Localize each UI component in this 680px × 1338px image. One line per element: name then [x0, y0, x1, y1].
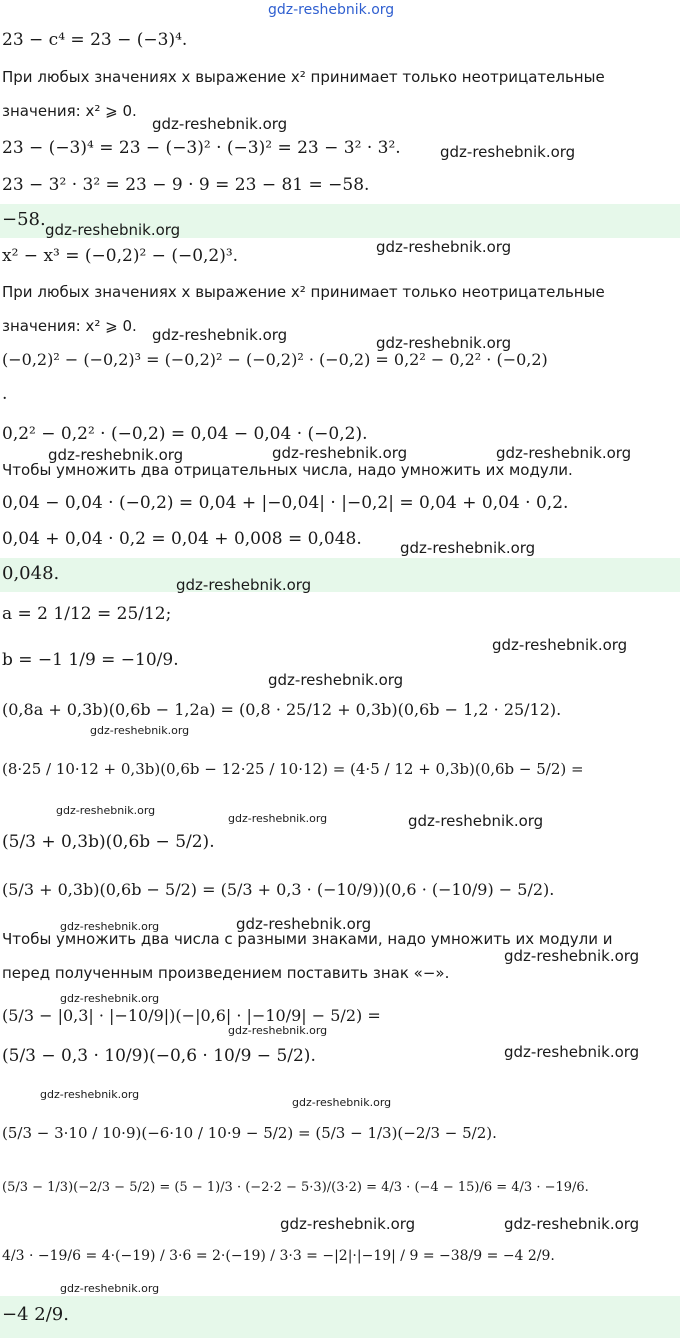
math-line-19: 4/3 · −19/6 = 4·(−19) / 3·6 = 2·(−19) / 3·3 = −|2|·|−19| / 9 = −38/9 = −4 2/9. — [2, 1248, 555, 1264]
text-line-4: значения: x² ⩾ 0. — [2, 317, 137, 335]
math-line-13: (5/3 + 0,3b)(0,6b − 5/2). — [2, 832, 215, 852]
watermark: gdz-reshebnik.org — [280, 1215, 416, 1233]
watermark: gdz-reshebnik.org — [176, 576, 312, 594]
text-line-2: значения: x² ⩾ 0. — [2, 102, 137, 120]
answer-box-3 — [0, 1296, 680, 1338]
answer-2: 0,048. — [2, 563, 60, 584]
math-line-16: (5/3 − 0,3 · 10/9)(−0,6 · 10/9 − 5/2). — [2, 1046, 316, 1066]
watermark: gdz-reshebnik.org — [504, 947, 640, 965]
math-line-2: 23 − (−3)⁴ = 23 − (−3)² · (−3)² = 23 − 3² · 3². — [2, 138, 401, 158]
math-line-5: (−0,2)² − (−0,2)³ = (−0,2)² − (−0,2)² · (−0,2) = 0,2² − 0,2² · (−0,2) — [2, 350, 548, 369]
watermark: gdz-reshebnik.org — [400, 539, 536, 557]
math-line-7: 0,04 − 0,04 · (−0,2) = 0,04 + |−0,04| · |−0,2| = 0,04 + 0,04 · 0,2. — [2, 493, 569, 513]
math-line-17: (5/3 − 3·10 / 10·9)(−6·10 / 10·9 − 5/2) = (5/3 − 1/3)(−2/3 − 5/2). — [2, 1124, 497, 1142]
watermark: gdz-reshebnik.org — [440, 143, 576, 161]
watermark-small: gdz-reshebnik.org — [40, 1088, 140, 1101]
text-line-5: Чтобы умножить два отрицательных числа, надо умножить их модули. — [2, 461, 573, 479]
math-line-10: b = −1 1/9 = −10/9. — [2, 650, 179, 670]
watermark: gdz-reshebnik.org — [496, 444, 632, 462]
math-line-1: 23 − c⁴ = 23 − (−3)⁴. — [2, 30, 188, 50]
math-line-5-end: . — [2, 384, 8, 404]
watermark: gdz-reshebnik.org — [376, 334, 512, 352]
watermark-small: gdz-reshebnik.org — [60, 1282, 160, 1295]
math-line-4: x² − x³ = (−0,2)² − (−0,2)³. — [2, 246, 239, 266]
answer-3: −4 2/9. — [2, 1304, 69, 1325]
watermark: gdz-reshebnik.org — [268, 671, 404, 689]
watermark: gdz-reshebnik.org — [504, 1043, 640, 1061]
text-line-7: перед полученным произведением поставить знак «−». — [2, 964, 450, 982]
watermark: gdz-reshebnik.org — [152, 326, 288, 344]
math-line-14: (5/3 + 0,3b)(0,6b − 5/2) = (5/3 + 0,3 · (−10/9))(0,6 · (−10/9) − 5/2). — [2, 880, 555, 899]
watermark-small: gdz-reshebnik.org — [56, 804, 156, 817]
watermark: gdz-reshebnik.org — [408, 812, 544, 830]
watermark: gdz-reshebnik.org — [48, 446, 184, 464]
watermark-small: gdz-reshebnik.org — [90, 724, 190, 737]
watermark-small: gdz-reshebnik.org — [60, 992, 160, 1005]
watermark: gdz-reshebnik.org — [504, 1215, 640, 1233]
watermark: gdz-reshebnik.org — [492, 636, 628, 654]
answer-box-2 — [0, 558, 680, 592]
math-line-8: 0,04 + 0,04 · 0,2 = 0,04 + 0,008 = 0,048. — [2, 529, 362, 549]
math-line-18: (5/3 − 1/3)(−2/3 − 5/2) = (5 − 1)/3 · (−2·2 − 5·3)/(3·2) = 4/3 · (−4 − 15)/6 = 4/3 · −19/6. — [2, 1180, 589, 1195]
text-line-3: При любых значениях x выражение x² принимает только неотрицательные — [2, 283, 605, 301]
math-line-15: (5/3 − |0,3| · |−10/9|)(−|0,6| · |−10/9| − 5/2) = — [2, 1006, 381, 1025]
text-line-1: При любых значениях x выражение x² принимает только неотрицательные — [2, 68, 605, 86]
text-line-6: Чтобы умножить два числа с разными знаками, надо умножить их модули и — [2, 930, 613, 948]
math-line-9: a = 2 1/12 = 25/12; — [2, 604, 172, 624]
math-line-11: (0,8a + 0,3b)(0,6b − 1,2a) = (0,8 · 25/12 + 0,3b)(0,6b − 1,2 · 25/12). — [2, 700, 562, 719]
watermark-top[interactable]: gdz-reshebnik.org — [268, 2, 395, 18]
math-line-3: 23 − 3² · 3² = 23 − 9 · 9 = 23 − 81 = −58. — [2, 175, 370, 195]
math-line-6: 0,2² − 0,2² · (−0,2) = 0,04 − 0,04 · (−0,2). — [2, 424, 368, 444]
watermark: gdz-reshebnik.org — [236, 915, 372, 933]
watermark-small: gdz-reshebnik.org — [60, 920, 160, 933]
watermark: gdz-reshebnik.org — [152, 115, 288, 133]
answer-1: −58. — [2, 209, 46, 230]
watermark: gdz-reshebnik.org — [45, 221, 181, 239]
watermark: gdz-reshebnik.org — [376, 238, 512, 256]
math-line-12: (8·25 / 10·12 + 0,3b)(0,6b − 12·25 / 10·12) = (4·5 / 12 + 0,3b)(0,6b − 5/2) = — [2, 760, 584, 778]
watermark: gdz-reshebnik.org — [272, 444, 408, 462]
watermark-small: gdz-reshebnik.org — [228, 1024, 328, 1037]
watermark-small: gdz-reshebnik.org — [292, 1096, 392, 1109]
watermark-small: gdz-reshebnik.org — [228, 812, 328, 825]
